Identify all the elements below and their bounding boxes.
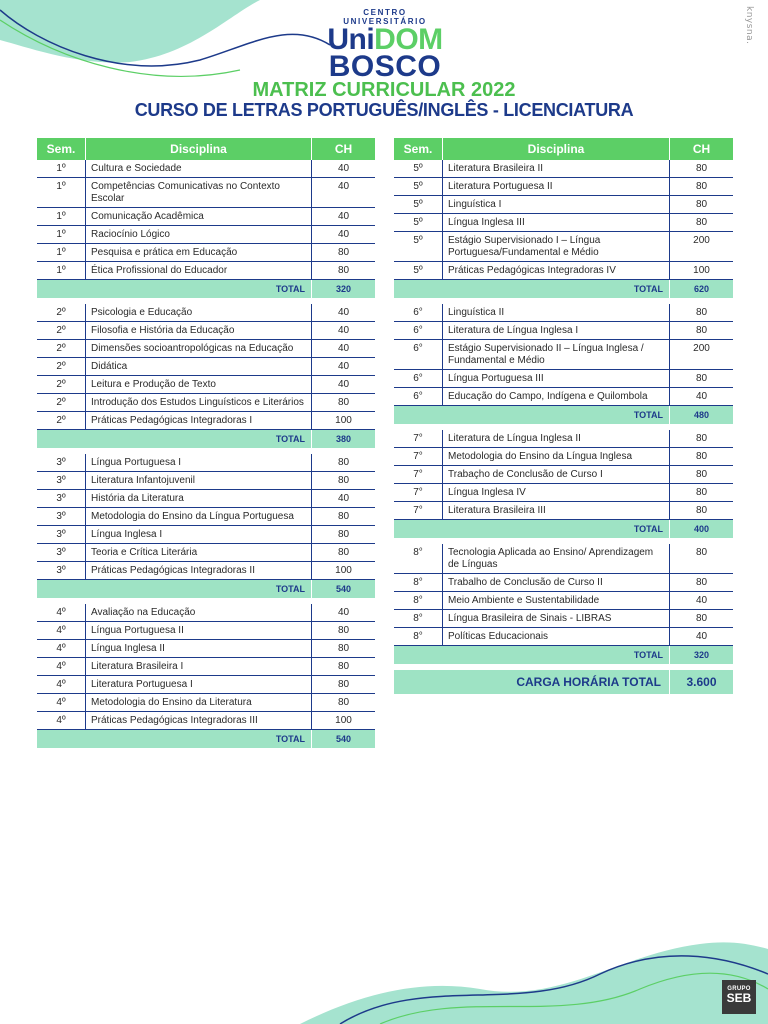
total-row bbox=[394, 646, 733, 664]
cell-ch: 40 bbox=[669, 388, 733, 405]
table-row bbox=[37, 508, 375, 526]
cell-disciplina: Linguística II bbox=[448, 307, 505, 318]
cell-ch: 40 bbox=[311, 208, 375, 225]
table-row bbox=[394, 304, 733, 322]
cell-disciplina: Metodologia do Ensino da Língua Inglesa bbox=[448, 451, 633, 462]
cell-semester: 4º bbox=[37, 712, 86, 729]
cell-semester: 2º bbox=[37, 358, 86, 375]
cell-semester: 4º bbox=[37, 604, 86, 621]
cell-disciplina: Trabalho de Conclusão de Curso II bbox=[448, 577, 603, 588]
table-row bbox=[37, 604, 375, 622]
cell-disciplina: Teoria e Crítica Literária bbox=[91, 547, 198, 558]
cell-ch: 80 bbox=[669, 196, 733, 213]
total-row bbox=[394, 406, 733, 424]
cell-semester: 8° bbox=[394, 592, 443, 609]
unidom-bosco-logo bbox=[320, 8, 450, 83]
table-row bbox=[37, 178, 375, 208]
cell-semester: 8° bbox=[394, 544, 443, 573]
table-row bbox=[394, 178, 733, 196]
cell-semester: 7° bbox=[394, 466, 443, 483]
logo-uni: Uni bbox=[327, 23, 375, 56]
logo-small-text: CENTRO UNIVERSITÁRIO bbox=[343, 8, 427, 26]
total-label: TOTAL bbox=[275, 284, 305, 294]
cell-disciplina: Avaliação na Educação bbox=[91, 607, 196, 618]
cell-disciplina: Meio Ambiente e Sustentabilidade bbox=[448, 595, 600, 606]
right-curriculum-table bbox=[394, 138, 733, 694]
header-ch: CH bbox=[669, 138, 733, 160]
cell-ch: 80 bbox=[311, 526, 375, 543]
table-row bbox=[394, 322, 733, 340]
cell-ch: 40 bbox=[311, 322, 375, 339]
total-value: 540 bbox=[311, 580, 375, 598]
table-row bbox=[37, 676, 375, 694]
cell-semester: 5º bbox=[394, 178, 443, 195]
table-row bbox=[394, 544, 733, 574]
total-value: 540 bbox=[311, 730, 375, 748]
table-row bbox=[37, 244, 375, 262]
cell-ch: 80 bbox=[311, 676, 375, 693]
table-row bbox=[394, 502, 733, 520]
cell-semester: 3º bbox=[37, 562, 86, 579]
cell-disciplina: Estágio Supervisionado I – Língua Portuguesa/Fundamental e Médio bbox=[448, 235, 601, 258]
cell-semester: 8° bbox=[394, 574, 443, 591]
cell-semester: 7° bbox=[394, 502, 443, 519]
cell-ch: 40 bbox=[311, 304, 375, 321]
table-row bbox=[394, 430, 733, 448]
cell-ch: 80 bbox=[669, 160, 733, 177]
cell-semester: 5º bbox=[394, 160, 443, 177]
cell-disciplina: Língua Brasileira de Sinais - LIBRAS bbox=[448, 613, 612, 624]
page-title: MATRIZ CURRICULAR 2022 bbox=[252, 79, 516, 101]
cell-ch: 80 bbox=[311, 508, 375, 525]
cell-ch: 100 bbox=[311, 412, 375, 429]
cell-semester: 4º bbox=[37, 676, 86, 693]
cell-semester: 6° bbox=[394, 304, 443, 321]
cell-ch: 40 bbox=[311, 604, 375, 621]
cell-semester: 2º bbox=[37, 304, 86, 321]
total-value: 320 bbox=[669, 646, 733, 664]
cell-semester: 5º bbox=[394, 214, 443, 231]
cell-ch: 40 bbox=[311, 340, 375, 357]
table-row bbox=[37, 640, 375, 658]
cell-ch: 80 bbox=[669, 502, 733, 519]
cell-semester: 1º bbox=[37, 208, 86, 225]
header-sem: Sem. bbox=[37, 138, 86, 160]
cell-semester: 2º bbox=[37, 394, 86, 411]
cell-semester: 1º bbox=[37, 244, 86, 261]
cell-ch: 80 bbox=[311, 658, 375, 675]
table-row bbox=[394, 484, 733, 502]
cell-semester: 8° bbox=[394, 610, 443, 627]
total-label: TOTAL bbox=[275, 734, 305, 744]
cell-semester: 1º bbox=[37, 226, 86, 243]
seb-text: SEB bbox=[726, 991, 752, 1005]
table-row bbox=[394, 610, 733, 628]
cell-ch: 80 bbox=[669, 304, 733, 321]
table-row bbox=[394, 370, 733, 388]
cell-ch: 40 bbox=[669, 592, 733, 609]
logo-dom: DOM bbox=[374, 23, 443, 56]
cell-ch: 80 bbox=[669, 544, 733, 573]
table-row bbox=[394, 232, 733, 262]
cell-ch: 80 bbox=[311, 394, 375, 411]
cell-semester: 8° bbox=[394, 628, 443, 645]
cell-semester: 6° bbox=[394, 388, 443, 405]
cell-ch: 80 bbox=[669, 370, 733, 387]
cell-semester: 5º bbox=[394, 262, 443, 279]
cell-ch: 40 bbox=[311, 178, 375, 207]
total-value: 480 bbox=[669, 406, 733, 424]
cell-semester: 5º bbox=[394, 196, 443, 213]
cell-semester: 6° bbox=[394, 370, 443, 387]
cell-ch: 80 bbox=[669, 214, 733, 231]
cell-disciplina: Língua Inglesa IV bbox=[448, 487, 526, 498]
table-row bbox=[37, 208, 375, 226]
cell-ch: 80 bbox=[311, 544, 375, 561]
cell-disciplina: Língua Portuguesa III bbox=[448, 373, 544, 384]
total-row bbox=[37, 730, 375, 748]
table-row bbox=[37, 622, 375, 640]
table-row bbox=[37, 712, 375, 730]
cell-semester: 5º bbox=[394, 232, 443, 261]
logo-bosco: BOSCO bbox=[328, 50, 442, 83]
cell-ch: 80 bbox=[669, 574, 733, 591]
header-disciplina: Disciplina bbox=[170, 142, 227, 156]
total-row bbox=[37, 280, 375, 298]
total-label: TOTAL bbox=[633, 284, 663, 294]
grand-total-value: 3.600 bbox=[669, 670, 733, 694]
table-row bbox=[37, 658, 375, 676]
cell-disciplina: Filosofia e História da Educação bbox=[91, 325, 235, 336]
cell-disciplina: Metodologia do Ensino da Literatura bbox=[91, 697, 252, 708]
seb-grupo-text: GRUPO bbox=[727, 986, 751, 992]
table-row bbox=[37, 694, 375, 712]
cell-disciplina: História da Literatura bbox=[91, 493, 184, 504]
total-value: 320 bbox=[311, 280, 375, 298]
table-row bbox=[37, 490, 375, 508]
table-row bbox=[37, 160, 375, 178]
cell-disciplina: Raciocínio Lógico bbox=[91, 229, 170, 240]
page-subtitle: CURSO DE LETRAS PORTUGUÊS/INGLÊS - LICENCIATURA bbox=[134, 100, 634, 120]
table-row bbox=[37, 322, 375, 340]
cell-semester: 3º bbox=[37, 454, 86, 471]
table-row bbox=[37, 376, 375, 394]
cell-semester: 2º bbox=[37, 376, 86, 393]
header-disciplina: Disciplina bbox=[527, 142, 585, 156]
grand-total-label: CARGA HORÁRIA TOTAL bbox=[516, 675, 661, 689]
total-label: TOTAL bbox=[633, 650, 663, 660]
table-row bbox=[37, 226, 375, 244]
cell-disciplina: Comunicação Acadêmica bbox=[91, 211, 204, 222]
cell-disciplina: Educação do Campo, Indígena e Quilombola bbox=[448, 391, 648, 402]
cell-disciplina: Literatura de Língua Inglesa II bbox=[448, 433, 581, 444]
cell-ch: 80 bbox=[311, 454, 375, 471]
table-row bbox=[394, 574, 733, 592]
cell-ch: 80 bbox=[669, 610, 733, 627]
grand-total-row bbox=[394, 670, 733, 694]
cell-ch: 40 bbox=[311, 358, 375, 375]
table-row bbox=[394, 592, 733, 610]
cell-semester: 2º bbox=[37, 322, 86, 339]
cell-ch: 80 bbox=[311, 262, 375, 279]
table-row bbox=[394, 214, 733, 232]
cell-semester: 3º bbox=[37, 544, 86, 561]
cell-disciplina: Estágio Supervisionado II – Língua Inglesa / Fundamental e Médio bbox=[448, 343, 644, 366]
cell-disciplina: Políticas Educacionais bbox=[448, 631, 549, 642]
cell-semester: 1º bbox=[37, 262, 86, 279]
cell-ch: 200 bbox=[669, 340, 733, 369]
header-ch: CH bbox=[311, 138, 375, 160]
cell-disciplina: Competências Comunicativas no Contexto Escolar bbox=[91, 181, 280, 204]
cell-semester: 1º bbox=[37, 178, 86, 207]
cell-ch: 40 bbox=[311, 160, 375, 177]
table-row bbox=[37, 544, 375, 562]
table-row bbox=[394, 340, 733, 370]
table-row bbox=[37, 394, 375, 412]
cell-disciplina: Cultura e Sociedade bbox=[91, 163, 182, 174]
cell-ch: 80 bbox=[311, 622, 375, 639]
cell-disciplina: Práticas Pedagógicas Integradoras II bbox=[91, 565, 255, 576]
cell-disciplina: Linguística I bbox=[448, 199, 502, 210]
cell-disciplina: Literatura Brasileira III bbox=[448, 505, 546, 516]
table-row bbox=[37, 454, 375, 472]
cell-disciplina: Práticas Pedagógicas Integradoras III bbox=[91, 715, 258, 726]
total-label: TOTAL bbox=[275, 434, 305, 444]
cell-disciplina: Língua Inglesa II bbox=[91, 643, 165, 654]
cell-semester: 7° bbox=[394, 430, 443, 447]
watermark: knysna. bbox=[744, 6, 754, 45]
cell-disciplina: Trabaçho de Conclusão de Curso I bbox=[448, 469, 603, 480]
table-row bbox=[394, 466, 733, 484]
table-row bbox=[37, 412, 375, 430]
total-value: 400 bbox=[669, 520, 733, 538]
cell-disciplina: Introdução dos Estudos Linguísticos e Literários bbox=[91, 397, 304, 408]
table-row bbox=[37, 472, 375, 490]
cell-ch: 80 bbox=[669, 322, 733, 339]
bottom-wave-decoration bbox=[0, 934, 768, 1024]
table-header bbox=[394, 138, 733, 160]
table-row bbox=[394, 628, 733, 646]
total-row bbox=[394, 520, 733, 538]
cell-semester: 3º bbox=[37, 490, 86, 507]
cell-disciplina: Língua Portuguesa I bbox=[91, 457, 182, 468]
cell-semester: 1º bbox=[37, 160, 86, 177]
table-row bbox=[394, 262, 733, 280]
table-row bbox=[394, 388, 733, 406]
table-row bbox=[394, 196, 733, 214]
total-label: TOTAL bbox=[275, 584, 305, 594]
cell-semester: 6° bbox=[394, 322, 443, 339]
cell-ch: 80 bbox=[669, 484, 733, 501]
cell-disciplina: Literatura de Língua Inglesa I bbox=[448, 325, 579, 336]
cell-ch: 80 bbox=[669, 466, 733, 483]
cell-ch: 100 bbox=[311, 562, 375, 579]
cell-semester: 4º bbox=[37, 622, 86, 639]
cell-semester: 3º bbox=[37, 508, 86, 525]
cell-semester: 4º bbox=[37, 694, 86, 711]
total-row bbox=[37, 580, 375, 598]
cell-disciplina: Práticas Pedagógicas Integradoras I bbox=[91, 415, 253, 426]
cell-disciplina: Literatura Brasileira I bbox=[91, 661, 184, 672]
total-label: TOTAL bbox=[633, 410, 663, 420]
cell-ch: 80 bbox=[669, 430, 733, 447]
cell-ch: 80 bbox=[311, 244, 375, 261]
table-row bbox=[37, 304, 375, 322]
cell-ch: 40 bbox=[669, 628, 733, 645]
cell-ch: 40 bbox=[311, 490, 375, 507]
cell-disciplina: Didática bbox=[91, 361, 128, 372]
cell-semester: 7° bbox=[394, 448, 443, 465]
table-row bbox=[37, 562, 375, 580]
cell-ch: 40 bbox=[311, 226, 375, 243]
cell-ch: 80 bbox=[669, 448, 733, 465]
table-row bbox=[37, 262, 375, 280]
cell-semester: 6° bbox=[394, 340, 443, 369]
cell-disciplina: Psicologia e Educação bbox=[91, 307, 193, 318]
cell-disciplina: Literatura Portuguesa II bbox=[448, 181, 553, 192]
header-sem: Sem. bbox=[394, 138, 443, 160]
cell-disciplina: Ética Profissional do Educador bbox=[91, 265, 228, 276]
left-curriculum-table bbox=[37, 138, 375, 754]
cell-disciplina: Língua Inglesa I bbox=[91, 529, 163, 540]
cell-disciplina: Dimensões socioantropológicas na Educação bbox=[91, 343, 294, 354]
cell-disciplina: Língua Inglesa III bbox=[448, 217, 525, 228]
cell-disciplina: Literatura Brasileira II bbox=[448, 163, 544, 174]
cell-ch: 80 bbox=[311, 472, 375, 489]
cell-semester: 3º bbox=[37, 526, 86, 543]
cell-semester: 2º bbox=[37, 340, 86, 357]
cell-ch: 80 bbox=[311, 640, 375, 657]
table-row bbox=[37, 358, 375, 376]
cell-ch: 80 bbox=[311, 694, 375, 711]
cell-disciplina: Metodologia do Ensino da Língua Portuguesa bbox=[91, 511, 294, 522]
cell-semester: 2º bbox=[37, 412, 86, 429]
cell-semester: 4º bbox=[37, 658, 86, 675]
table-header bbox=[37, 138, 375, 160]
cell-ch: 80 bbox=[669, 178, 733, 195]
table-row bbox=[37, 340, 375, 358]
cell-ch: 100 bbox=[311, 712, 375, 729]
cell-disciplina: Língua Portuguesa II bbox=[91, 625, 184, 636]
cell-disciplina: Pesquisa e prática em Educação bbox=[91, 247, 238, 258]
total-row bbox=[394, 280, 733, 298]
cell-disciplina: Práticas Pedagógicas Integradoras IV bbox=[448, 265, 616, 276]
cell-disciplina: Literatura Portuguesa I bbox=[91, 679, 193, 690]
cell-semester: 4º bbox=[37, 640, 86, 657]
cell-semester: 7° bbox=[394, 484, 443, 501]
table-row bbox=[394, 448, 733, 466]
total-value: 620 bbox=[669, 280, 733, 298]
table-row bbox=[37, 526, 375, 544]
total-row bbox=[37, 430, 375, 448]
table-row bbox=[394, 160, 733, 178]
total-label: TOTAL bbox=[633, 524, 663, 534]
total-value: 380 bbox=[311, 430, 375, 448]
grupo-seb-logo bbox=[722, 980, 756, 1014]
cell-disciplina: Leitura e Produção de Texto bbox=[91, 379, 216, 390]
cell-ch: 100 bbox=[669, 262, 733, 279]
cell-ch: 200 bbox=[669, 232, 733, 261]
cell-disciplina: Literatura Infantojuvenil bbox=[91, 475, 195, 486]
cell-semester: 3º bbox=[37, 472, 86, 489]
cell-ch: 40 bbox=[311, 376, 375, 393]
cell-disciplina: Tecnologia Aplicada ao Ensino/ Aprendizagem de Línguas bbox=[448, 547, 654, 570]
